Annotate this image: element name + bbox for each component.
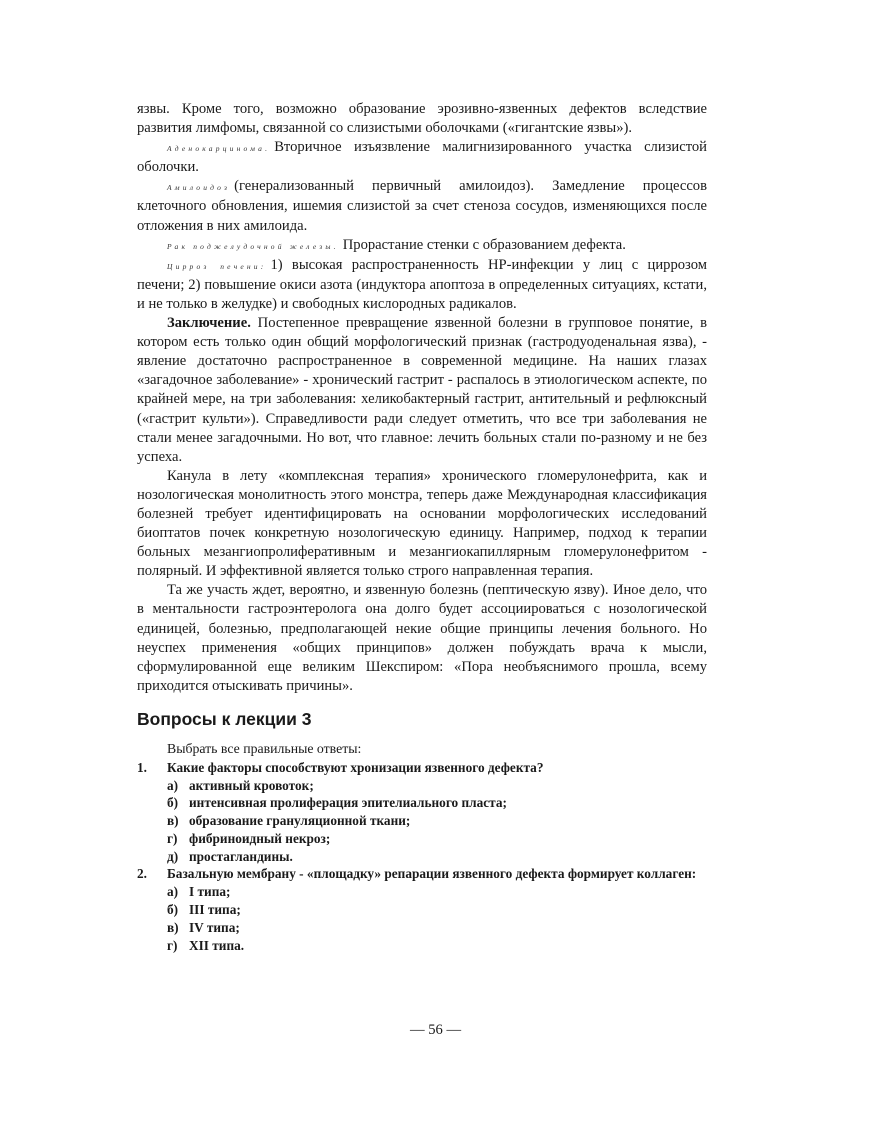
paragraph-text: Прорастание стенки с образованием дефекта.: [342, 236, 626, 253]
page-number: — 56 —: [409, 1022, 462, 1038]
question-number: 2.: [137, 866, 147, 882]
option-letter: а): [167, 777, 179, 793]
question-text: Базальную мембрану - «площадку» репарации язвенного дефекта формирует коллаген:: [167, 866, 697, 882]
paragraph-peptic-ulcer: Та же участь ждет, вероятно, и язвенную болезнь (пептическую язву). Иное дело, что в ментальности гастроэнтеролога она долго будет ассоциироваться с нозологической единицей, болезнью, предполагающей некие общие принципы лечения больного. Но неуспех применения «общих принципов» должен побуждать врача к мысли, сформулированной еще великим Шекспиром: «Пора необъяснимого прошла, всему приходится отыскивать причины».: [137, 582, 707, 694]
option-letter: д): [167, 848, 179, 864]
term-label: Цирроз печени:: [167, 261, 267, 271]
option-text: I типа;: [189, 884, 231, 900]
option: [167, 812, 707, 830]
paragraph-text: (генерализованный первичный амилоидоз). Замедление процессов клеточного обновления, ишемия слизистой за счет стеноза сосудов, изменяющихся после отложения в них амилоида.: [137, 178, 707, 234]
quiz: [137, 740, 707, 955]
option-text: интенсивная пролиферация эпителиального пласта;: [189, 795, 507, 811]
term-label: Рак поджелудочной железы.: [167, 241, 339, 251]
option: [167, 777, 707, 795]
paragraph-amyloidosis: [137, 177, 707, 235]
paragraph-text: Вторичное изъязвление малигнизированного участка слизистой оболочки.: [137, 139, 707, 176]
question-1: [137, 759, 707, 777]
section-title: Вопросы к лекции 3: [137, 708, 312, 729]
option: [167, 937, 707, 955]
option: [167, 848, 707, 866]
conclusion-lead: Заключение.: [167, 315, 251, 332]
option-text: фибриноидный некроз;: [189, 830, 331, 846]
option-letter: б): [167, 902, 179, 918]
term-label: Амилоидоз: [167, 183, 231, 193]
option: [167, 794, 707, 812]
option-text: IV типа;: [189, 919, 240, 935]
option-letter: г): [167, 830, 178, 846]
paragraph-1: язвы. Кроме того, возможно образование эрозивно-язвенных дефектов вследствие развития лимфомы, связанной со слизистыми оболочками («гигантские язвы»).: [137, 101, 707, 137]
option: [167, 919, 707, 937]
paragraph-text: 1) высокая распространенность НР-инфекции у лиц с циррозом печени; 2) повышение окиси азота (индуктора апоптоза в определенных ситуациях, кстати, и не только в желудке) и свободных кислородных радикалов.: [137, 256, 707, 312]
paragraph-pancreatic-cancer: [137, 236, 707, 256]
page-body: [137, 100, 707, 954]
option-letter: в): [167, 813, 179, 829]
term-label: Аденокарцинома.: [167, 144, 271, 154]
paragraph-glomerulonephritis: Канула в лету «комплексная терапия» хронического гломерулонефрита, как и нозологическая монолитность этого монстра, теперь даже Международная классификация болезней требует идентифицировать на основании морфологических исследований биоптатов почек конкретную нозологическую единицу. Например, подход к терапии больных мезангиопролиферативным и мезангиокапиллярным гломерулонефритом - полярный. И эффективной является только строго направленная терапия.: [137, 467, 707, 580]
question-2: [137, 865, 707, 883]
option: [167, 883, 707, 901]
option: [167, 830, 707, 848]
option-letter: б): [167, 795, 179, 811]
quiz-instruction: Выбрать все правильные ответы:: [167, 740, 362, 756]
option-text: активный кровоток;: [189, 777, 314, 793]
option: [167, 901, 707, 919]
option-text: XII типа.: [189, 937, 245, 953]
option-text: простагландины.: [189, 848, 293, 864]
option-letter: в): [167, 919, 179, 935]
question-text: Какие факторы способствуют хронизации язвенного дефекта?: [167, 759, 544, 775]
paragraph-conclusion: [137, 314, 707, 467]
option-letter: а): [167, 884, 179, 900]
option-text: образование грануляционной ткани;: [189, 813, 411, 829]
question-number: 1.: [137, 759, 147, 775]
option-letter: г): [167, 937, 178, 953]
paragraph-cirrhosis: [137, 256, 707, 314]
paragraph-adenocarcinoma: [137, 138, 707, 177]
paragraph-text: Постепенное превращение язвенной болезни в групповое понятие, в котором есть только один общий морфологический признак (гастродуоденальная язва), - явление достаточно распространенное в современной медицине. На наших глазах «загадочное заболевание» - хронический гастрит - распалось в этиологическом аспекте, по крайней мере, на три заболевания: хеликобактерный гастрит, антительный и рефлюксный («гастрит культи»). Справедливости ради следует отметить, что все три заболевания не стали менее загадочными. Но вот, что главное: лечить больных стали по-разному и не без успеха.: [137, 315, 707, 465]
option-text: III типа;: [189, 902, 241, 918]
